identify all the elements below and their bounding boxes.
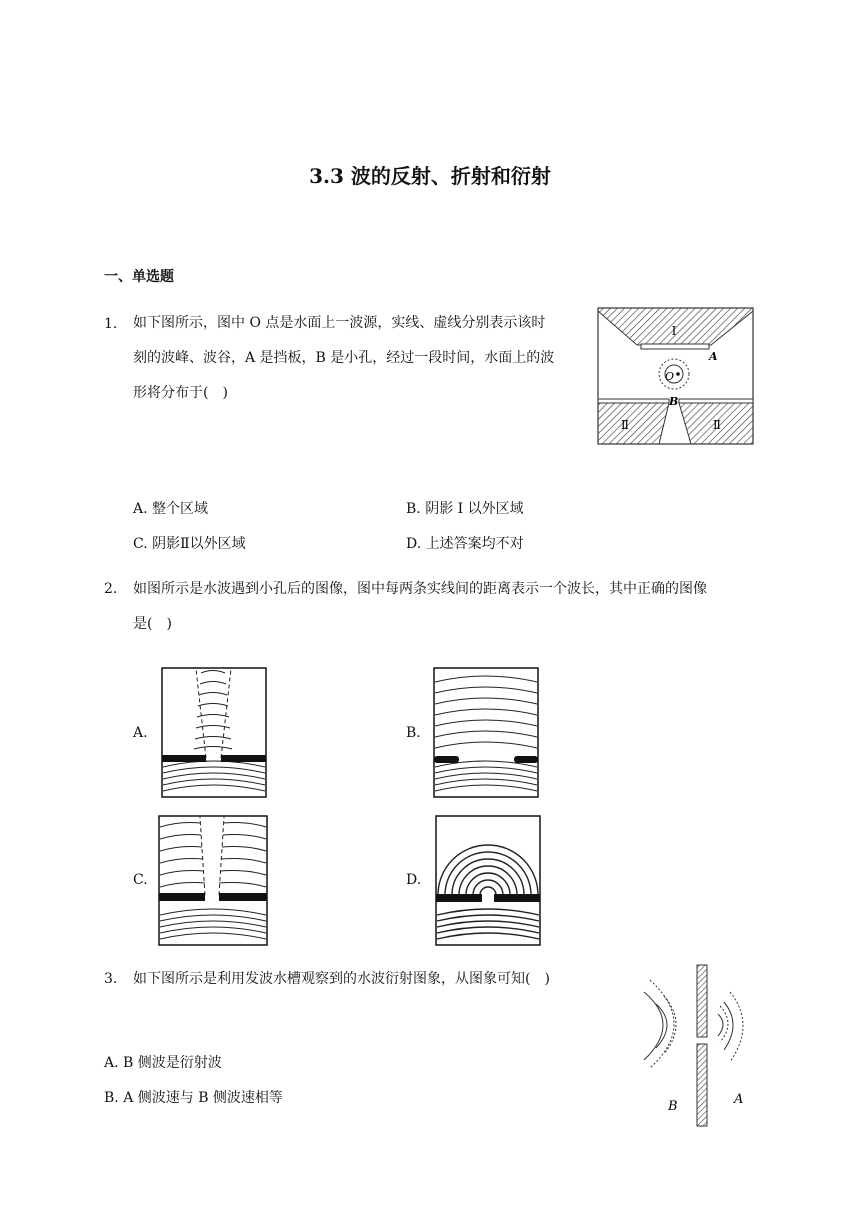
question-2-option-d-label[interactable]: D.	[406, 872, 422, 888]
label-b: B	[668, 1099, 678, 1114]
question-1-line-3: 形将分布于( )	[133, 385, 228, 401]
question-3-line-1: 如下图所示是利用发波水槽观察到的水波衍射图象，从图象可知( )	[133, 971, 550, 987]
question-3-option-b[interactable]: B. A 侧波速与 B 侧波速相等	[104, 1090, 283, 1106]
question-1-line-1: 如下图所示，图中 O 点是水面上一波源，实线、虚线分别表示该时	[133, 315, 546, 331]
region-2-left-label: Ⅱ	[620, 418, 630, 432]
question-1-option-c[interactable]: C. 阴影Ⅱ以外区域	[133, 536, 246, 552]
label-o: O	[665, 370, 675, 383]
barrier-upper	[697, 965, 707, 1037]
question-2-number: 2.	[104, 581, 118, 597]
question-3-figure	[640, 962, 760, 1130]
question-1-figure	[597, 307, 754, 445]
question-2-line-1: 如图所示是水波遇到小孔后的图像，图中每两条实线间的距离表示一个波长，其中正确的图像	[133, 581, 707, 597]
barrier-right	[514, 756, 538, 763]
barrier-right	[221, 755, 266, 762]
region-1-label: Ⅰ	[671, 324, 677, 338]
label-a: A	[734, 1092, 744, 1107]
question-1-option-d[interactable]: D. 上述答案均不对	[406, 536, 524, 552]
page-title: 3.3 波的反射、折射和衍射	[309, 164, 551, 188]
barrier-right	[219, 893, 267, 901]
label-b: B	[669, 395, 679, 408]
label-a: A	[709, 350, 718, 363]
shadow-region-left	[598, 403, 669, 444]
barrier-left	[162, 755, 206, 762]
question-2-figure-d[interactable]	[435, 815, 541, 947]
question-1-option-b[interactable]: B. 阴影 I 以外区域	[406, 501, 524, 517]
question-2-line-2: 是( )	[133, 616, 172, 632]
barrier-a	[641, 344, 709, 349]
barrier-right	[494, 894, 540, 902]
question-2-option-a-label[interactable]: A.	[133, 725, 148, 741]
question-1-line-2: 刻的波峰、波谷，A 是挡板，B 是小孔，经过一段时间，水面上的波	[133, 350, 555, 366]
barrier-left	[434, 756, 459, 763]
barrier-lower	[697, 1044, 707, 1126]
section-heading: 一、单选题	[104, 269, 174, 285]
wave-source-dot	[676, 372, 680, 376]
question-2-figure-a[interactable]	[161, 667, 267, 799]
barrier-left	[159, 893, 205, 901]
question-3-option-a[interactable]: A. B 侧波是衍射波	[104, 1055, 222, 1071]
barrier-left	[436, 894, 482, 902]
question-1-option-a[interactable]: A. 整个区域	[133, 501, 209, 517]
question-2-option-c-label[interactable]: C.	[133, 872, 148, 888]
region-2-right-label: Ⅱ	[712, 418, 722, 432]
question-2-figure-b[interactable]	[433, 667, 539, 799]
question-2-figure-c[interactable]	[158, 815, 268, 947]
question-3-number: 3.	[104, 971, 118, 987]
question-2-option-b-label[interactable]: B.	[406, 725, 421, 741]
question-1-number: 1.	[104, 316, 118, 332]
